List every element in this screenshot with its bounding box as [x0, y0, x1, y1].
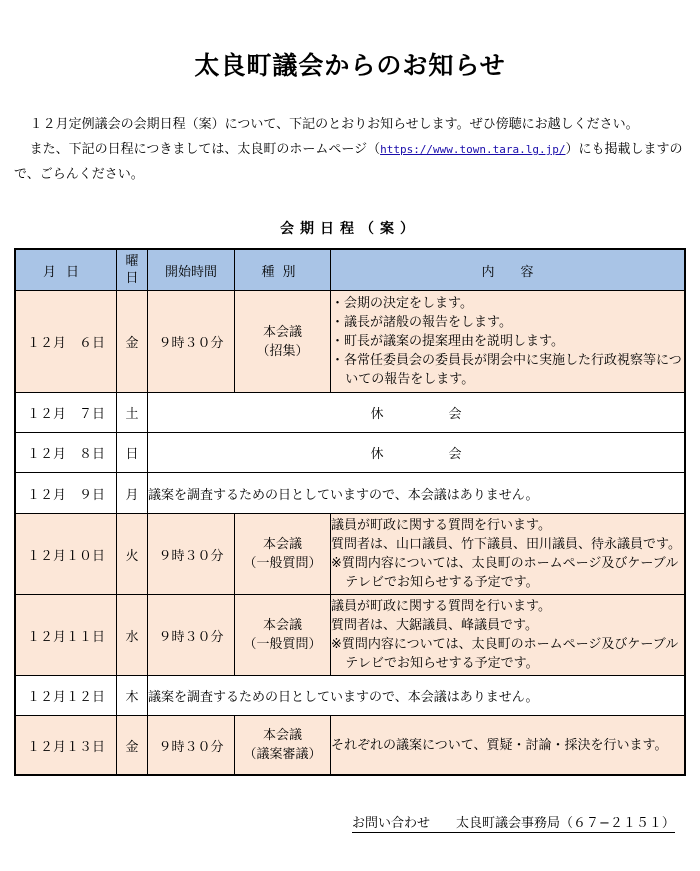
table-row [15, 291, 685, 393]
content-line: ・会期の決定をします。 [331, 296, 473, 311]
row-date: １２月１０日 [15, 514, 117, 595]
row-kind-sub: （招集） [256, 343, 309, 359]
contact-label: お問い合わせ [352, 816, 431, 831]
schedule-table [14, 248, 686, 776]
row-date: １２月 ７日 [15, 393, 117, 433]
row-kind-sub: （一般質問） [243, 637, 322, 652]
row-date: １２月 ８日 [15, 433, 117, 473]
intro-line-2 [14, 137, 690, 187]
row-note: 議案を調査するための日としていますので、本会議はありません。 [148, 473, 686, 514]
row-content [331, 291, 686, 393]
row-date: １２月１３日 [15, 716, 117, 776]
row-kind-main: 本会議 [262, 537, 302, 552]
row-content [331, 514, 686, 595]
content-line: 質問者は、山口議員、竹下議員、田川議員、待永議員です。 [331, 537, 681, 552]
table-row [15, 393, 685, 433]
row-kind-sub: （一般質問） [243, 556, 322, 571]
row-kind [235, 514, 331, 595]
table-row [15, 716, 685, 776]
content-line: 議員が町政に関する質問を行います。 [331, 518, 551, 533]
row-note: 議案を調査するための日としていますので、本会議はありません。 [148, 676, 686, 716]
row-time: ９時３０分 [148, 291, 235, 393]
row-day: 木 [117, 676, 148, 716]
row-kind [235, 716, 331, 776]
contact-text: 太良町議会事務局（６７−２１５１） [456, 816, 675, 831]
contact-footer [352, 812, 675, 833]
row-day: 日 [117, 433, 148, 473]
intro-text [14, 112, 690, 187]
row-kind-main: 本会議 [262, 618, 302, 633]
row-day: 土 [117, 393, 148, 433]
schedule-title: 会期日程（案） [280, 221, 420, 237]
table-row [15, 514, 685, 595]
header-content: 内 容 [331, 249, 686, 291]
row-content [331, 595, 686, 676]
row-time: ９時３０分 [148, 514, 235, 595]
row-day: 月 [117, 473, 148, 514]
row-date: １２月１２日 [15, 676, 117, 716]
page-title: 太良町議会からのお知らせ [194, 51, 506, 80]
table-row [15, 433, 685, 473]
row-date: １２月１１日 [15, 595, 117, 676]
table-row [15, 473, 685, 514]
content-line: それぞれの議案について、質疑・討論・採決を行います。 [331, 737, 668, 753]
row-day: 火 [117, 514, 148, 595]
table-row [15, 595, 685, 676]
row-recess: 休 会 [148, 433, 686, 473]
row-kind-main: 本会議 [262, 728, 302, 743]
row-kind-sub: （議案審議） [243, 747, 322, 762]
row-kind [235, 291, 331, 393]
row-date: １２月 ９日 [15, 473, 117, 514]
table-row [15, 676, 685, 716]
header-kind: 種別 [235, 249, 331, 291]
row-day: 金 [117, 716, 148, 776]
table-header [15, 249, 685, 291]
header-date: 月日 [15, 249, 117, 291]
header-day: 曜 日 [117, 249, 148, 291]
row-time: ９時３０分 [148, 716, 235, 776]
row-date: １２月 ６日 [15, 291, 117, 393]
content-line: 質問者は、大鋸議員、峰議員です。 [331, 618, 538, 633]
content-line: ※質問内容については、太良町のホームページ及びケーブルテレビでお知らせする予定です。 [331, 556, 679, 590]
homepage-link[interactable]: https://www.town.tara.lg.jp/ [380, 143, 566, 156]
content-line: ・各常任委員会の委員長が閉会中に実施した行政視察等についての報告をします。 [331, 353, 682, 387]
row-kind-main: 本会議 [262, 324, 302, 340]
row-content [331, 716, 686, 776]
row-day: 金 [117, 291, 148, 393]
intro-line-2-before: また、下記の日程につきましては、太良町のホームページ（ [29, 142, 381, 157]
header-start: 開始時間 [148, 249, 235, 291]
intro-line-1: １２月定例議会の会期日程（案）について、下記のとおりお知らせします。ぜひ傍聴にお越しください。 [29, 117, 639, 132]
intro-line-2-after: ）にも掲載しますので、ごらんください。 [14, 142, 683, 182]
row-time: ９時３０分 [148, 595, 235, 676]
row-recess: 休 会 [148, 393, 686, 433]
content-line: ※質問内容については、太良町のホームページ及びケーブルテレビでお知らせする予定です。 [331, 637, 679, 671]
content-line: ・議長が諸般の報告をします。 [331, 315, 512, 330]
content-line: ・町長が議案の提案理由を説明します。 [331, 334, 564, 349]
content-line: 議員が町政に関する質問を行います。 [331, 599, 551, 614]
row-kind [235, 595, 331, 676]
row-day: 水 [117, 595, 148, 676]
